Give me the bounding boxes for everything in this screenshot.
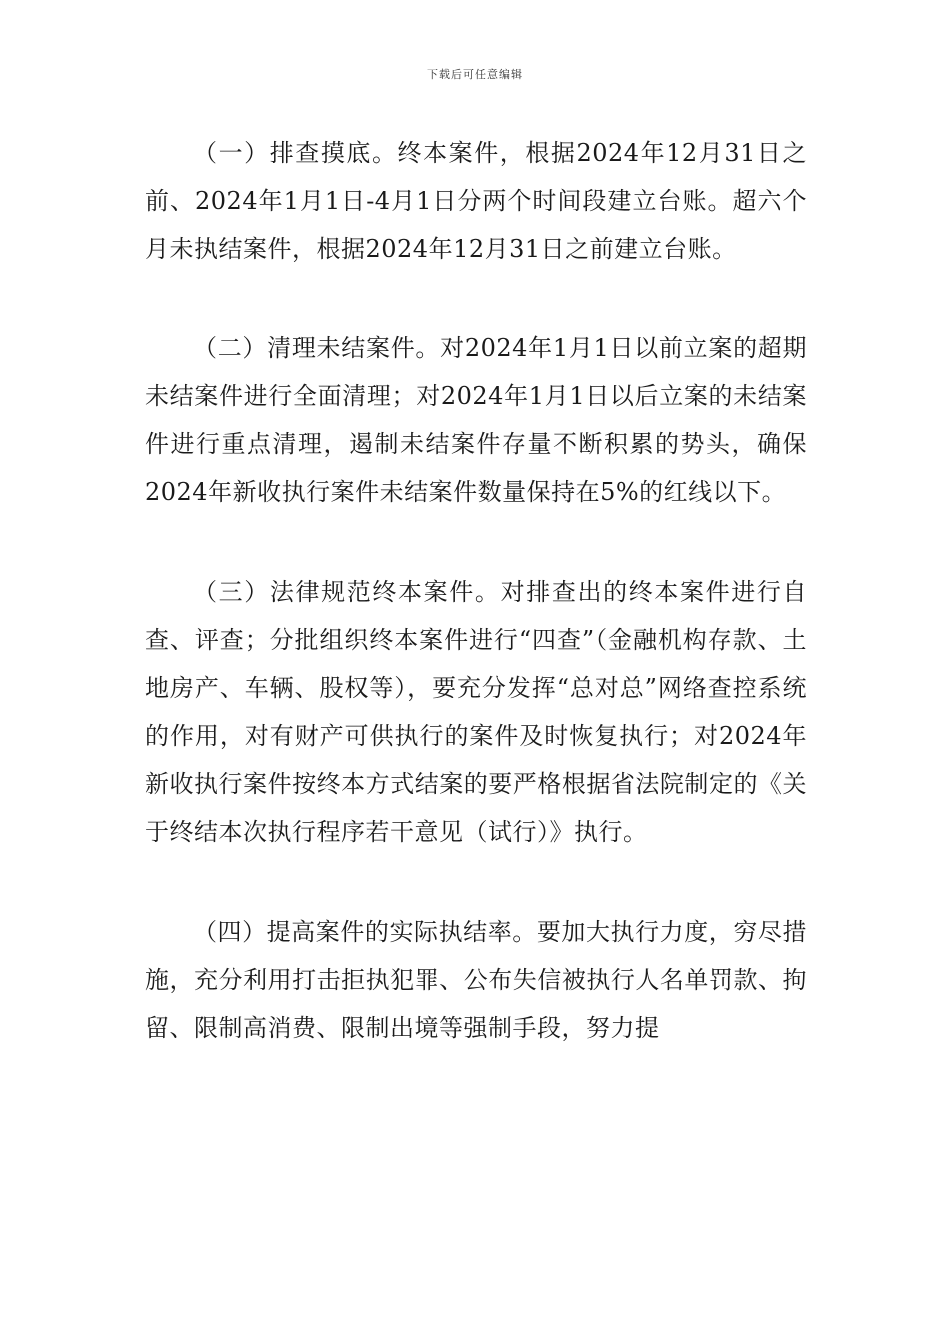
paragraph-2: （二）清理未结案件。对2024年1月1日以前立案的超期未结案件进行全面清理；对2024年1月1日以后立案的未结案件进行重点清理，遏制未结案件存量不断积累的势头，确保2024年新收执行案件未结案件数量保持在5%的红线以下。 — [145, 334, 807, 506]
paragraph-4: （四）提高案件的实际执结率。要加大执行力度，穷尽措施，充分利用打击拒执犯罪、公布失信被执行人名单罚款、拘留、限制高消费、限制出境等强制手段，努力提 — [145, 918, 807, 1042]
paragraph-1: （一）排查摸底。终本案件，根据2024年12月31日之前、2024年1月1日-4月1日分两个时间段建立台账。超六个月未执结案件，根据2024年12月31日之前建立台账。 — [145, 139, 807, 263]
page-header: 下载后可任意编辑 — [427, 68, 523, 81]
paragraph-3: （三）法律规范终本案件。对排查出的终本案件进行自查、评查；分批组织终本案件进行“四查”（金融机构存款、土地房产、车辆、股权等），要充分发挥“总对总”网络查控系统的作用，对有财产可供执行的案件及时恢复执行；对2024年新收执行案件按终本方式结案的要严格根据省法院制定的《关于终结本次执行程序若干意见（试行）》执行。 — [145, 578, 807, 846]
document-body — [145, 129, 807, 1052]
